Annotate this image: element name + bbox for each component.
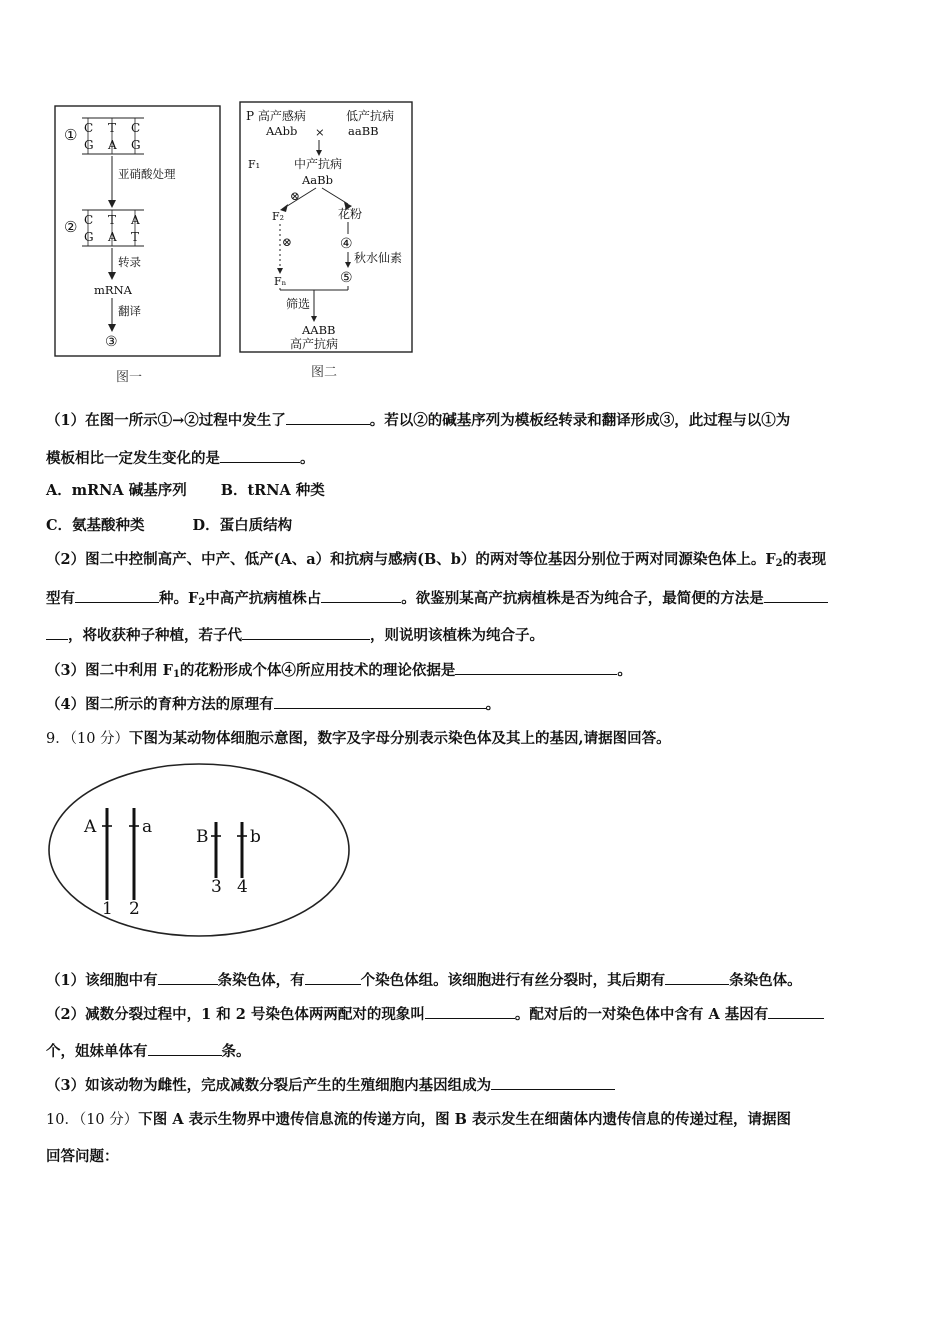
chromosome-1: 1 xyxy=(102,899,113,919)
fig2-cross: × xyxy=(315,125,325,139)
figure-1-caption: 图一 xyxy=(116,370,143,385)
fig1-base: A xyxy=(108,138,117,152)
q9-part3: （3）如该动物为雌性，完成减数分裂后产生的生殖细胞内基因组成为 xyxy=(46,1075,615,1096)
q10-stem-line2: 回答问题： xyxy=(46,1148,119,1165)
answer-blank[interactable] xyxy=(425,1004,515,1019)
fig2-p-right-geno: aaBB xyxy=(348,124,379,138)
figure-1 xyxy=(52,104,222,360)
fig1-base: T xyxy=(108,213,117,227)
option-b[interactable]: B．tRNA 种类 xyxy=(220,482,325,499)
q9-part2-line1: （2）减数分裂过程中，1 和 2 号染色体两两配对的现象叫 。配对后的一对染色体中含有 A 基因有 xyxy=(46,1004,824,1025)
fig1-base: T xyxy=(131,230,140,244)
answer-blank[interactable] xyxy=(158,970,218,985)
fig1-step-translate: 翻译 xyxy=(118,304,141,318)
answer-blank[interactable] xyxy=(242,625,370,640)
q9-part1: （1）该细胞中有 条染色体，有 个染色体组。该细胞进行有丝分裂时，其后期有 条染色体。 xyxy=(46,972,802,989)
chromosome-4: 4 xyxy=(237,877,248,897)
fig1-base: C xyxy=(84,121,94,135)
q8-part4: （4）图二所示的育种方法的原理有 。 xyxy=(46,696,501,713)
fig1-mrna: mRNA xyxy=(94,283,132,297)
q8-part1-line2: 模板相比一定发生变化的是 。 xyxy=(46,450,315,467)
fig2-result-geno: AABB xyxy=(302,323,336,337)
fig1-marker-3: ③ xyxy=(105,334,118,350)
answer-blank[interactable] xyxy=(75,588,159,603)
gene-a: a xyxy=(142,817,153,837)
gene-A: A xyxy=(84,817,97,837)
q8-options-ab xyxy=(46,481,325,501)
fig2-marker-5: ⑤ xyxy=(340,270,353,286)
fig2-f1-label: F₁ xyxy=(248,158,261,171)
fig1-base: T xyxy=(108,121,117,135)
q9-stem: 9．（10 分）下图为某动物体细胞示意图，数字及字母分别表示染色体及其上的基因,请据图回答。 xyxy=(46,730,671,747)
q10-stem-line1: 10．（10 分）下图 A 表示生物界中遗传信息流的传递方向，图 B 表示发生在细菌体内遗传信息的传递过程，请据图 xyxy=(46,1111,791,1128)
chromosome-3: 3 xyxy=(211,877,222,897)
fig2-result-pheno: 高产抗病 xyxy=(290,337,339,351)
q8-options-cd xyxy=(46,516,292,536)
fig2-self-2: ⊗ xyxy=(282,235,293,249)
fig1-step-transcribe: 转录 xyxy=(118,255,141,269)
answer-blank[interactable] xyxy=(46,625,68,640)
fig2-p-label: P 高产感病 xyxy=(246,109,306,123)
fig2-p-left-geno: AAbb xyxy=(266,124,298,138)
answer-blank[interactable] xyxy=(768,1004,824,1019)
answer-blank[interactable] xyxy=(665,970,729,985)
figure-2 xyxy=(236,100,416,356)
q8-part1-line1: （1）在图一所示①→②过程中发生了 。若以②的碱基序列为模板经转录和翻译形成③，此过程与以①为 xyxy=(46,412,791,429)
answer-blank[interactable] xyxy=(286,410,370,425)
answer-blank[interactable] xyxy=(220,448,300,463)
fig1-base: C xyxy=(84,213,94,227)
answer-blank[interactable] xyxy=(305,970,361,985)
fig1-base: A xyxy=(108,230,117,244)
option-c[interactable]: C．氨基酸种类 xyxy=(46,517,145,534)
chromosome-2: 2 xyxy=(129,899,140,919)
fig1-base: G xyxy=(84,230,94,244)
answer-blank[interactable] xyxy=(764,588,828,603)
q9-part2-line2: 个，姐妹单体有 条。 xyxy=(46,1043,251,1060)
fig2-p-right: 低产抗病 xyxy=(346,109,395,123)
option-d[interactable]: D．蛋白质结构 xyxy=(192,517,293,534)
fig2-pollen: 花粉 xyxy=(338,207,363,221)
figure-2-caption: 图二 xyxy=(311,365,338,380)
cell-diagram xyxy=(44,760,354,940)
fig2-marker-4: ④ xyxy=(340,236,353,252)
option-a[interactable]: A．mRNA 碱基序列 xyxy=(46,482,187,499)
fig1-step-nitrous: 亚硝酸处理 xyxy=(118,167,176,181)
fig2-f2-label: F₂ xyxy=(272,210,285,223)
answer-blank[interactable] xyxy=(148,1041,222,1056)
fig1-marker-1: ① xyxy=(64,126,78,144)
fig1-base: A xyxy=(131,213,140,227)
q8-part2-line2: 型有 种。$F_2$中高产抗病植株占 。欲鉴别某高产抗病植株是否为纯合子，最简便的方法是 xyxy=(46,588,828,609)
q8-part2-line1: （2）图二中控制高产、中产、低产(A、a）和抗病与感病(B、b）的两对等位基因分别位于两对同源染色体上。$F_2$的表现 xyxy=(46,551,827,569)
fig2-f1-geno: AaBb xyxy=(302,173,333,187)
fig2-f1-pheno: 中产抗病 xyxy=(294,157,343,171)
fig2-screen: 筛选 xyxy=(286,297,311,311)
fig1-base: C xyxy=(131,121,141,135)
answer-blank[interactable] xyxy=(274,694,486,709)
answer-blank[interactable] xyxy=(455,660,617,675)
gene-B: B xyxy=(196,827,209,847)
fig2-colchicine: 秋水仙素 xyxy=(354,251,403,265)
fig2-self-1: ⊗ xyxy=(290,189,301,203)
fig1-base: G xyxy=(84,138,94,152)
fig1-marker-2: ② xyxy=(64,218,78,236)
answer-blank[interactable] xyxy=(321,588,401,603)
answer-blank[interactable] xyxy=(491,1075,615,1090)
fig2-fn-label: Fₙ xyxy=(274,275,287,288)
gene-b: b xyxy=(250,827,261,847)
q8-part3: （3）图二中利用 $F_1$的花粉形成个体④所应用技术的理论依据是 。 xyxy=(46,662,632,680)
q8-part2-line3: ，将收获种子种植，若子代 ，则说明该植株为纯合子。 xyxy=(46,625,544,646)
fig1-base: G xyxy=(131,138,141,152)
